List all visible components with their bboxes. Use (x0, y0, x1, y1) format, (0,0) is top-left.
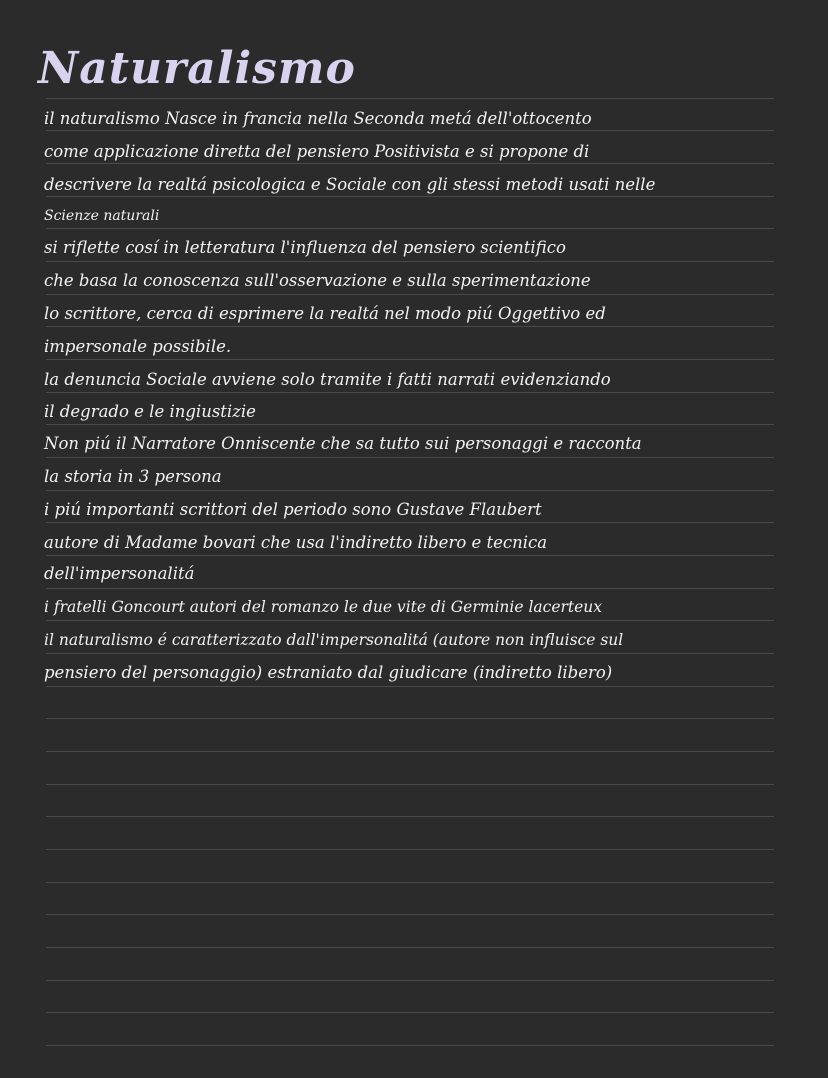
ruled-line (46, 326, 774, 327)
ruled-line (46, 751, 774, 752)
ruled-line (46, 620, 774, 621)
ruled-line (46, 882, 774, 883)
ruled-line (46, 163, 774, 164)
ruled-line (46, 653, 774, 654)
note-line: il naturalismo Nasce in francia nella Seconda metá dell'ottocento (44, 109, 592, 128)
ruled-line (46, 849, 774, 850)
ruled-line (46, 980, 774, 981)
ruled-line (46, 555, 774, 556)
ruled-line (46, 457, 774, 458)
note-line: Scienze naturali (44, 208, 160, 224)
note-line: pensiero del personaggio) estraniato dal giudicare (indiretto libero) (44, 663, 613, 682)
note-line: la denuncia Sociale avviene solo tramite i fatti narrati evidenziando (44, 370, 611, 389)
note-title: Naturalismo (38, 43, 356, 94)
note-line: autore di Madame bovari che usa l'indiretto libero e tecnica (44, 533, 548, 552)
ruled-line (46, 98, 774, 99)
ruled-line (46, 261, 774, 262)
ruled-line (46, 522, 774, 523)
ruled-line (46, 1012, 774, 1013)
ruled-line (46, 718, 774, 719)
ruled-line (46, 424, 774, 425)
note-line: i piú importanti scrittori del periodo sono Gustave Flaubert (44, 500, 542, 519)
ruled-line (46, 947, 774, 948)
note-line: Non piú il Narratore Onniscente che sa tutto sui personaggi e racconta (44, 434, 642, 453)
ruled-line (46, 1045, 774, 1046)
ruled-line (46, 588, 774, 589)
note-line: il naturalismo é caratterizzato dall'impersonalitá (autore non influisce sul (44, 631, 624, 649)
ruled-line (46, 490, 774, 491)
ruled-line (46, 816, 774, 817)
ruled-line (46, 294, 774, 295)
ruled-line (46, 196, 774, 197)
note-line: descrivere la realtá psicologica e Sociale con gli stessi metodi usati nelle (44, 175, 656, 194)
note-line: dell'impersonalitá (44, 564, 195, 583)
note-line: i fratelli Goncourt autori del romanzo le due vite di Germinie lacerteux (44, 598, 603, 616)
ruled-line (46, 359, 774, 360)
ruled-line (46, 392, 774, 393)
note-line: il degrado e le ingiustizie (44, 402, 256, 421)
note-line: la storia in 3 persona (44, 467, 222, 486)
ruled-line (46, 686, 774, 687)
ruled-line (46, 228, 774, 229)
note-line: impersonale possibile. (44, 337, 232, 356)
ruled-line (46, 914, 774, 915)
note-line: come applicazione diretta del pensiero Positivista e si propone di (44, 142, 590, 161)
note-line: si riflette cosí in letteratura l'influenza del pensiero scientifico (44, 238, 566, 257)
note-line: che basa la conoscenza sull'osservazione e sulla sperimentazione (44, 271, 591, 290)
note-line: lo scrittore, cerca di esprimere la realtá nel modo piú Oggettivo ed (44, 304, 606, 323)
ruled-line (46, 784, 774, 785)
ruled-line (46, 130, 774, 131)
